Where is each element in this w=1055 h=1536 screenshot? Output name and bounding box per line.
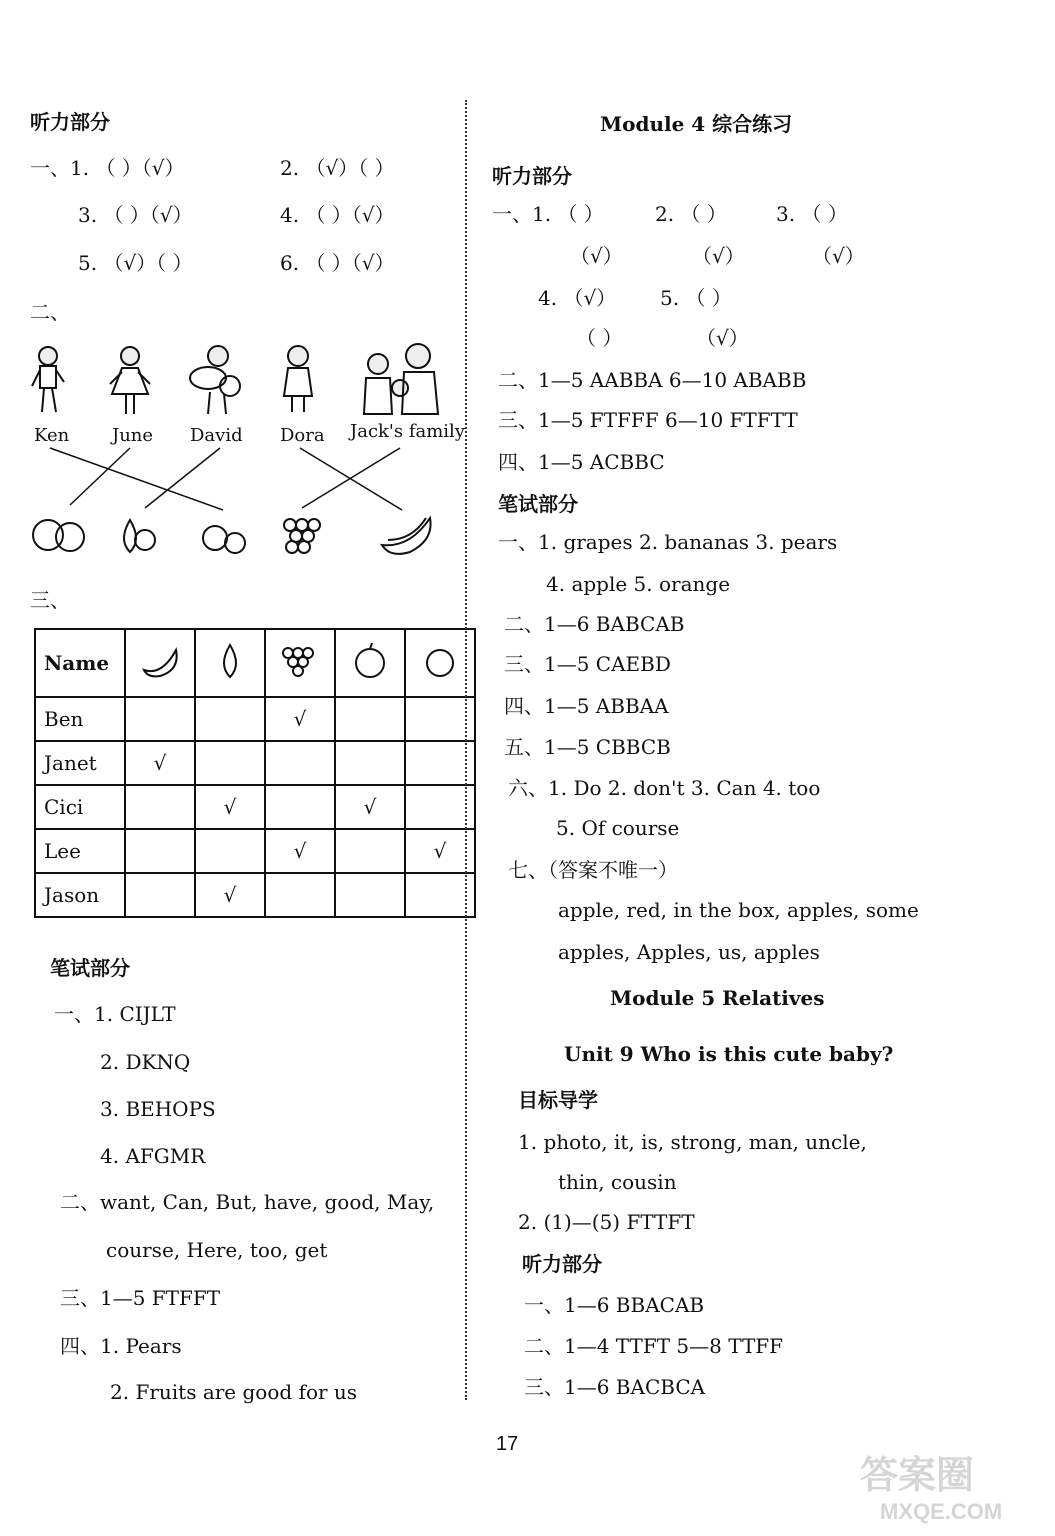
- q1-item-3: 3. （ ）（√）: [78, 203, 193, 227]
- rw7-line-2: apple, red, in the box, apples, some: [558, 898, 919, 922]
- strawberry-orange-icon: [203, 526, 245, 553]
- banana-header-icon: [125, 629, 195, 697]
- table-row: [35, 873, 475, 917]
- name-david: David: [190, 425, 243, 446]
- dora-figure-icon: [284, 346, 312, 412]
- l1-item-1: 一、1. （ ）: [492, 202, 604, 226]
- w1-item-3: 3. BEHOPS: [100, 1097, 216, 1121]
- name-june: June: [112, 425, 154, 446]
- m3-answer: 三、1—6 BACBCA: [524, 1375, 706, 1399]
- l4-answer: 四、1—5 ACBBC: [498, 450, 665, 474]
- g1-line-2: thin, cousin: [558, 1170, 677, 1194]
- matching-figure: [30, 340, 470, 570]
- rw1-line-1: 一、1. grapes 2. bananas 3. pears: [498, 530, 838, 554]
- check-mark: √: [195, 873, 265, 917]
- w1-item-4: 4. AFGMR: [100, 1144, 206, 1168]
- q1-item-6: 6. （ ）（√）: [280, 251, 395, 275]
- unit9-title: Unit 9 Who is this cute baby?: [564, 1042, 894, 1066]
- w1-item-2: 2. DKNQ: [100, 1050, 191, 1074]
- module5-title: Module 5 Relatives: [610, 986, 825, 1010]
- q1-item-5: 5. （√）（ ）: [78, 251, 193, 275]
- w1-item-1: 一、1. CIJLT: [54, 1002, 176, 1026]
- guide-header: 目标导学: [518, 1088, 598, 1112]
- pear-header-icon: [195, 629, 265, 697]
- rw5-answer: 五、1—5 CBBCB: [504, 735, 671, 759]
- grapes-icon: [284, 519, 320, 553]
- l1-answer-4: （ ）: [576, 326, 623, 350]
- row-name: Lee: [35, 829, 125, 873]
- check-mark: √: [405, 829, 475, 873]
- module4-title: Module 4 综合练习: [600, 112, 793, 136]
- l1-answer-2: （√）: [692, 244, 745, 268]
- watermark-logo: 答案圈 MXQE.COM: [860, 1452, 1003, 1524]
- apple-header-icon: [335, 629, 405, 697]
- fruit-table: [34, 628, 476, 918]
- l1-answer-5: （√）: [696, 326, 749, 350]
- rw6-line-2: 5. Of course: [556, 816, 680, 840]
- w4-item-1: 四、1. Pears: [60, 1334, 182, 1358]
- check-mark: √: [265, 829, 335, 873]
- l3-answer: 三、1—5 FTFFF 6—10 FTFTT: [498, 408, 798, 432]
- r-written-header: 笔试部分: [498, 492, 578, 516]
- l2-answer: 二、1—5 AABBA 6—10 ABABB: [498, 368, 807, 392]
- l1-item-5: 5. （ ）: [660, 286, 732, 310]
- check-mark: √: [335, 785, 405, 829]
- g2-answer: 2. (1)—(5) FTTFT: [518, 1210, 695, 1234]
- written-header: 笔试部分: [50, 956, 130, 980]
- q1-item-2: 2. （√）（ ）: [280, 156, 395, 180]
- jacks-family-figure-icon: [364, 344, 438, 414]
- rw4-answer: 四、1—5 ABBAA: [504, 694, 669, 718]
- listening-header: 听力部分: [30, 110, 110, 134]
- rw3-answer: 三、1—5 CAEBD: [504, 652, 671, 676]
- june-figure-icon: [110, 347, 150, 414]
- row-name: Cici: [35, 785, 125, 829]
- page-number: 17: [496, 1433, 519, 1455]
- grapes-header-icon: [265, 629, 335, 697]
- table-row: [35, 741, 475, 785]
- table-header-name: Name: [35, 629, 125, 697]
- name-dora: Dora: [280, 425, 325, 446]
- w2-line-2: course, Here, too, get: [106, 1238, 328, 1262]
- row-name: Ben: [35, 697, 125, 741]
- rw7-line-3: apples, Apples, us, apples: [558, 940, 820, 964]
- l1-item-3: 3. （ ）: [776, 202, 848, 226]
- table-header-row: [35, 629, 475, 697]
- l1-item-4: 4. （√）: [538, 286, 617, 310]
- q1-item-4: 4. （ ）（√）: [280, 203, 395, 227]
- rw6-line-1: 六、1. Do 2. don't 3. Can 4. too: [508, 776, 821, 800]
- check-mark: √: [125, 741, 195, 785]
- row-name: Janet: [35, 741, 125, 785]
- q2-number: 二、: [30, 300, 70, 324]
- r-listening-header: 听力部分: [492, 164, 572, 188]
- w3-answer: 三、1—5 FTFFT: [60, 1286, 221, 1310]
- table-row: [35, 785, 475, 829]
- rw7-line-1: 七、（答案不唯一）: [508, 858, 678, 882]
- g1-line-1: 1. photo, it, is, strong, man, uncle,: [518, 1130, 867, 1154]
- m1-answer: 一、1—6 BBACAB: [524, 1293, 705, 1317]
- l1-answer-1: （√）: [570, 244, 623, 268]
- row-name: Jason: [35, 873, 125, 917]
- q3-number: 三、: [30, 588, 70, 612]
- rw2-answer: 二、1—6 BABCAB: [504, 612, 685, 636]
- w2-line-1: 二、want, Can, But, have, good, May,: [60, 1190, 435, 1214]
- listening2-header: 听力部分: [522, 1252, 602, 1276]
- q1-number: 一、1. （ ）（√）: [30, 156, 185, 180]
- rw1-line-2: 4. apple 5. orange: [546, 572, 731, 596]
- check-mark: √: [195, 785, 265, 829]
- l1-answer-3: （√）: [812, 244, 865, 268]
- w4-item-2: 2. Fruits are good for us: [110, 1380, 358, 1404]
- apples-icon: [33, 520, 84, 551]
- check-mark: √: [265, 697, 335, 741]
- m2-answer: 二、1—4 TTFT 5—8 TTFF: [524, 1334, 784, 1358]
- name-jacks-family: Jack's family: [350, 421, 465, 442]
- table-row: [35, 697, 475, 741]
- bananas-icon: [382, 518, 431, 554]
- ken-figure-icon: [32, 347, 64, 412]
- david-figure-icon: [190, 346, 240, 414]
- name-ken: Ken: [34, 425, 70, 446]
- l1-item-2: 2. （ ）: [655, 202, 727, 226]
- pears-icon: [124, 520, 155, 552]
- table-row: [35, 829, 475, 873]
- column-divider: [465, 100, 467, 1400]
- matching-lines: [50, 448, 402, 510]
